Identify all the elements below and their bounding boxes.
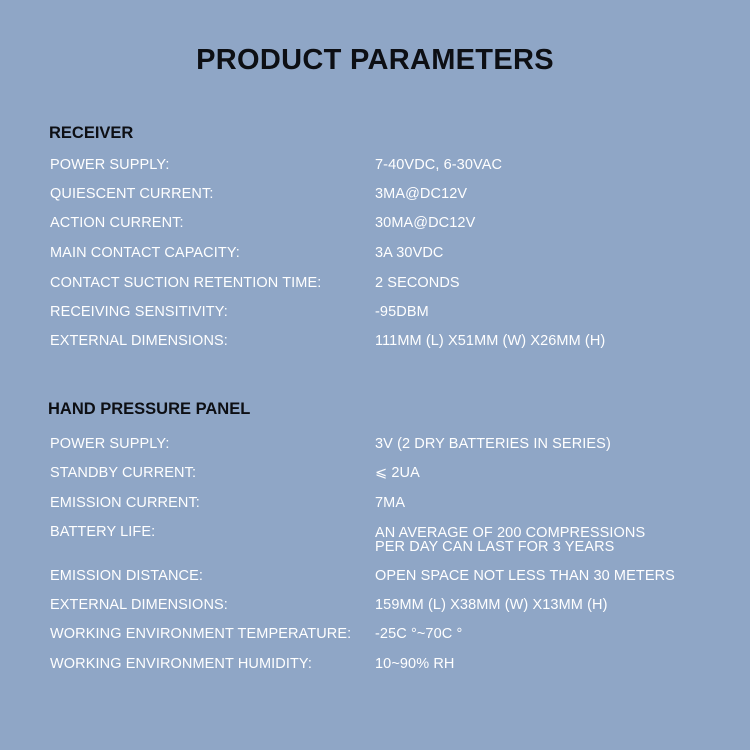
page-title: PRODUCT PARAMETERS: [196, 44, 554, 76]
param-label: EMISSION CURRENT:: [50, 495, 200, 511]
param-value: -95DBM: [375, 304, 429, 320]
param-label: EMISSION DISTANCE:: [50, 568, 203, 584]
param-label: EXTERNAL DIMENSIONS:: [50, 333, 228, 349]
param-value: 30MA@DC12V: [375, 215, 476, 231]
param-label: RECEIVING SENSITIVITY:: [50, 304, 228, 320]
param-label: POWER SUPPLY:: [50, 436, 170, 452]
param-value: 3V (2 DRY BATTERIES IN SERIES): [375, 436, 611, 452]
param-label: STANDBY CURRENT:: [50, 465, 197, 481]
param-label: EXTERNAL DIMENSIONS:: [50, 597, 228, 613]
param-label: WORKING ENVIRONMENT TEMPERATURE:: [50, 626, 352, 642]
param-value: 10~90% RH: [375, 656, 455, 672]
param-label: BATTERY LIFE:: [50, 524, 156, 540]
param-value: 111MM (L) X51MM (W) X26MM (H): [375, 333, 606, 349]
param-value: 2 SECONDS: [375, 275, 460, 291]
param-label: POWER SUPPLY:: [50, 157, 170, 173]
panel-heading: HAND PRESSURE PANEL: [48, 400, 251, 418]
param-label: MAIN CONTACT CAPACITY:: [50, 245, 240, 261]
param-value: 3A 30VDC: [375, 245, 444, 261]
param-value: 7-40VDC, 6-30VAC: [375, 157, 503, 173]
param-value: ⩽ 2UA: [375, 465, 420, 481]
param-label: QUIESCENT CURRENT:: [50, 186, 214, 202]
param-value-line2: PER DAY CAN LAST FOR 3 YEARS: [375, 539, 615, 555]
param-label: ACTION CURRENT:: [50, 215, 184, 231]
param-value: 7MA: [375, 495, 406, 511]
receiver-heading: RECEIVER: [49, 124, 134, 142]
param-label: CONTACT SUCTION RETENTION TIME:: [50, 275, 322, 291]
param-value: -25C °~70C °: [375, 626, 463, 642]
param-value: AN AVERAGE OF 200 COMPRESSIONS: [375, 525, 646, 541]
param-value: 159MM (L) X38MM (W) X13MM (H): [375, 597, 608, 613]
param-value: 3MA@DC12V: [375, 186, 468, 202]
param-value: OPEN SPACE NOT LESS THAN 30 METERS: [375, 568, 675, 584]
param-label: WORKING ENVIRONMENT HUMIDITY:: [50, 656, 313, 672]
